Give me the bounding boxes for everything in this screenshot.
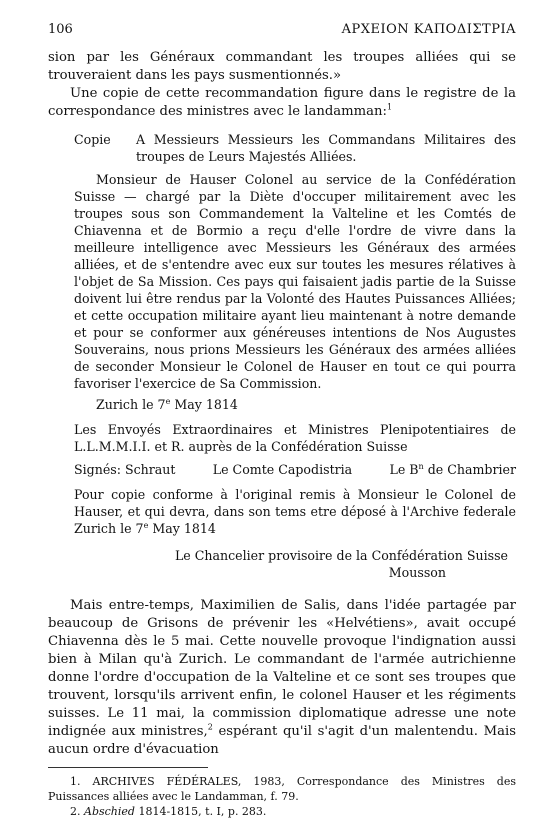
- footnote-1: 1. ARCHIVES FÉDÉRALES, 1983, Correspondance des Ministres des Puissances alliées avec le Landamman, f. 79.: [48, 775, 516, 803]
- footnote-2-title: Abschied: [84, 805, 135, 818]
- copie-label: Copie: [74, 132, 111, 147]
- footnotes: [48, 774, 516, 819]
- paragraph-salis-text: Mais entre-temps, Maximilien de Salis, dans l'idée partagée par beaucoup de Grisons de prévenir les «Helvétiens», avait occupé Chiavenna dès le 5 mai. Cette nouvelle provoque l'indignation aussi bien à Milan qu'à Zurich. Le commandant de l'armée autrichienne donne l'ordre d'occupation de la Valteline et ce sont ses troupes que trouvent, lorsqu'ils arrivent enfin, le colonel Hauser et les régiments suisses. Le 11 mai, la commission diplomatique adresse une note indignée aux ministres,: [48, 598, 516, 739]
- quoted-document: [74, 131, 516, 581]
- running-title: ΑΡΧΕΙΟΝ ΚΑΠΟΔΙΣΤΡΙΑ: [341, 22, 516, 37]
- footnote-2-number: 2.: [70, 805, 84, 818]
- main-text-continued: [48, 597, 516, 759]
- document-body: Monsieur de Hauser Colonel au service de la Confédération Suisse — chargé par la Diète d'occuper militairement avec les troupes sous son Commandement la Valteline et les Comtés de Chiavenna et de Bormio a reçu d'elle l'ordre de vivre dans la meilleure intelligence avec Messieurs les Généraux des armées alliées, et de s'entendre avec eux sur toutes les mesures rélatives à l'objet de Sa Mission. Ces pays qui faisaient jadis partie de la Suisse doivent lui être rendus par la Volonté des Hautes Puissances Alliées; et cette occupation militaire ayant lieu maintenant à notre demande et pour se conformer aux généreuses intentions de Nos Augustes Souverains, nous prions Messieurs les Généraux des armées alliées de seconder Monsieur le Colonel de Hauser en tout ce qui pourra favoriser l'exercice de Sa Commission.: [74, 172, 516, 391]
- paragraph-salis-end: espérant qu'il s'agit d'un malentendu. Mais aucun ordre d'évacuation: [48, 724, 516, 757]
- dateline-year: May 1814: [170, 397, 238, 412]
- main-text: [48, 49, 516, 121]
- footnote-ref-2[interactable]: 2: [207, 722, 213, 732]
- signer-schraut: Signés: Schraut: [74, 462, 176, 477]
- signer-capodistria: Le Comte Capodistria: [212, 462, 353, 477]
- signer-chambrier-name: de Chambrier: [423, 462, 516, 477]
- footnote-2-ref: 1814-1815, t. I, p. 283.: [134, 805, 267, 818]
- chancellor-title: Le Chancelier provisoire de la Confédération Suisse: [174, 548, 508, 563]
- document-dateline: [96, 396, 516, 413]
- paragraph-intro-copy: [48, 85, 516, 121]
- signatories: [74, 461, 516, 478]
- envoys-line: Les Envoyés Extraordinaires et Ministres Plenipotentiaires de L.L.M.M.I.I. et R. auprès de la Confédération Suisse: [74, 422, 516, 454]
- running-header: [48, 22, 516, 37]
- paragraph-intro-copy-text: Une copie de cette recommandation figure dans le registre de la correspondance des ministres avec le landamman:: [48, 86, 516, 119]
- chancellor-name: Mousson: [388, 565, 446, 580]
- footnote-divider: [48, 767, 208, 768]
- document-address: A Messieurs Messieurs les Commandans Militaires des troupes de Leurs Majestés Alliées.: [136, 132, 516, 164]
- copy-note: [74, 486, 516, 537]
- dateline-text: Zurich le 7: [96, 397, 166, 412]
- page-number: 106: [48, 22, 73, 37]
- copy-note-year: May 1814: [148, 521, 216, 536]
- signer-chambrier-prefix: Le B: [389, 462, 419, 477]
- footnote-ref-1[interactable]: 1: [386, 102, 393, 112]
- copy-note-text: Pour copie conforme à l'original remis à Monsieur le Colonel de Hauser, et qui devra, dans son tems etre déposé à l'Archive federale Zurich le 7: [74, 487, 516, 536]
- signer-chambrier-sup: n: [418, 461, 424, 471]
- document-heading: [74, 131, 516, 165]
- copy-note-sup: e: [143, 520, 149, 530]
- paragraph-continued: sion par les Généraux commandant les troupes alliées qui se trouveraient dans les pays susmentionnés.»: [48, 50, 516, 83]
- chancellor-signature: [74, 547, 516, 581]
- dateline-sup: e: [165, 396, 171, 406]
- paragraph-salis: [48, 597, 516, 759]
- footnote-2: [48, 804, 516, 819]
- signer-chambrier: [389, 461, 516, 478]
